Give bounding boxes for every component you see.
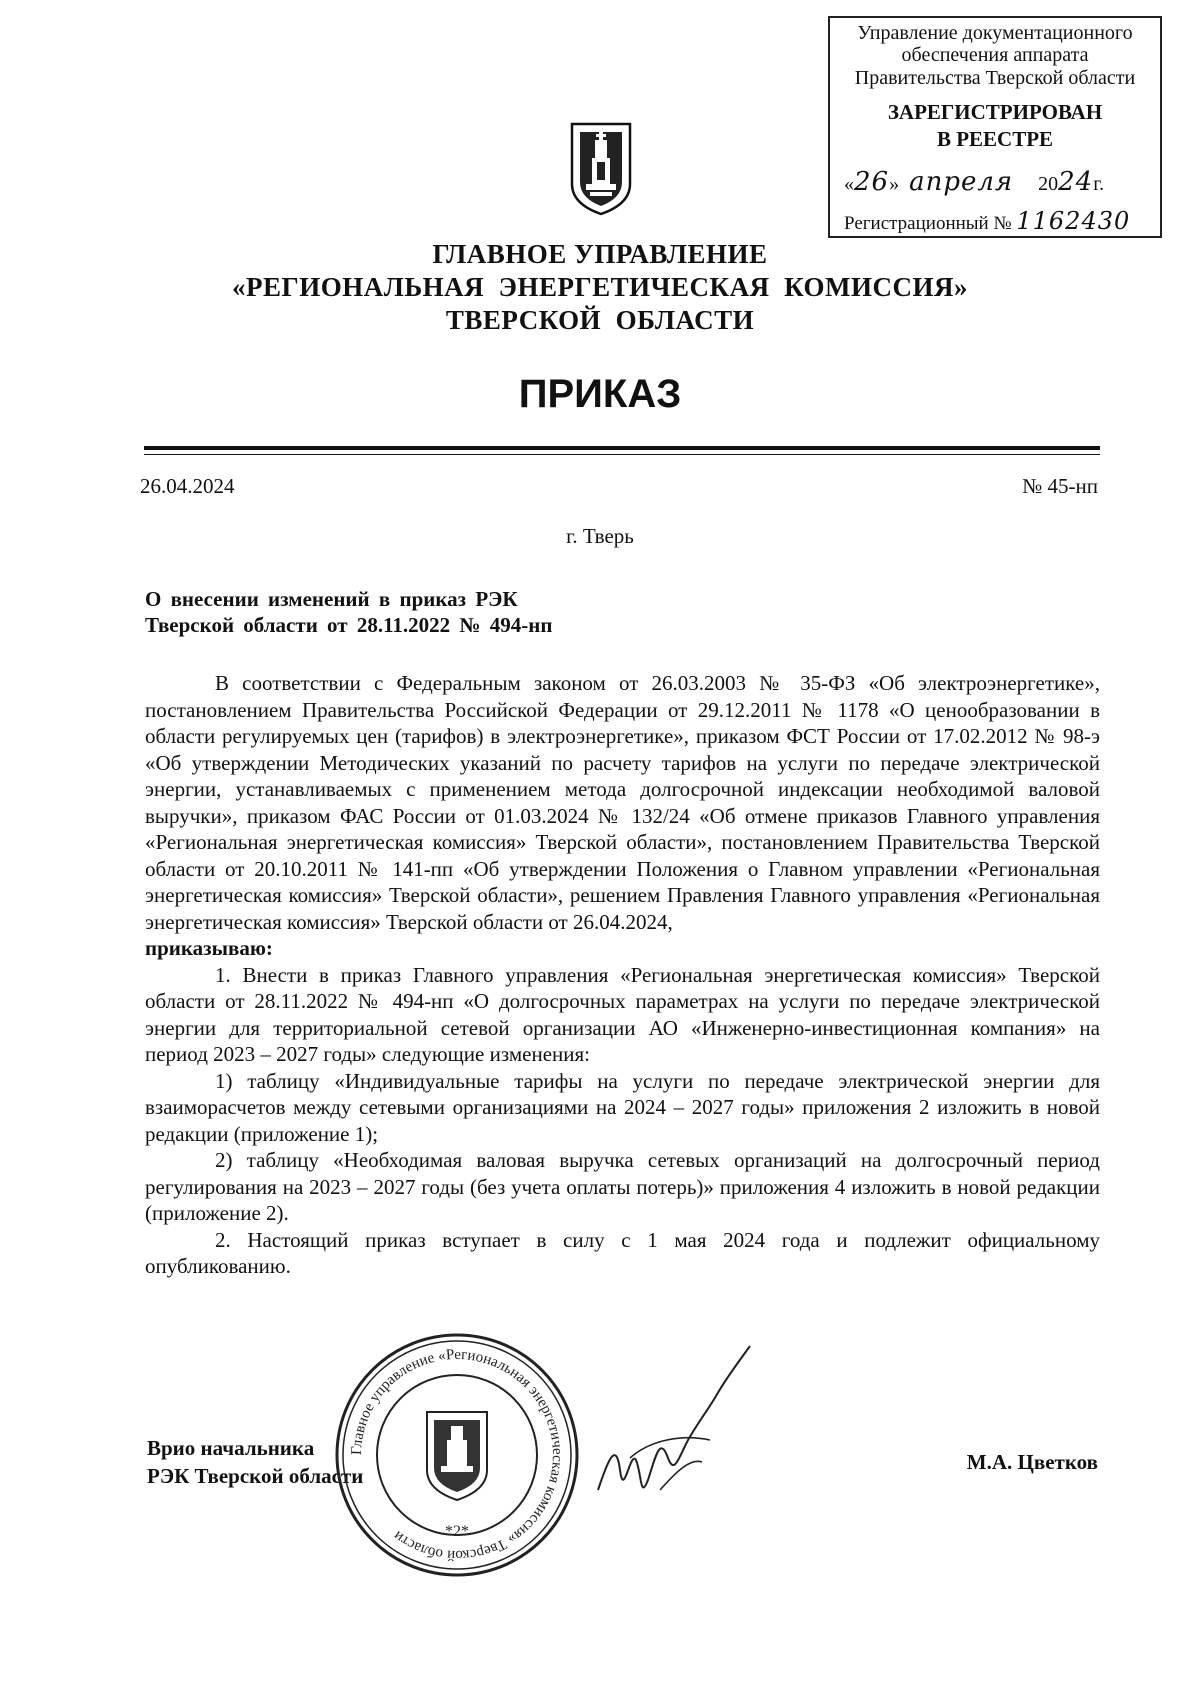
stamp-org-line-3: Правительства Тверской области: [854, 66, 1136, 89]
header-divider-thick: [144, 446, 1100, 450]
handwritten-signature: [590, 1340, 760, 1520]
stamp-year-unit: г.: [1093, 173, 1105, 195]
stamp-date-row: «26» апреля 2024г.: [844, 167, 1105, 197]
subject-line-2: Тверской области от 28.11.2022 № 494-нп: [145, 613, 553, 638]
organization-title-line-3: ТВЕРСКОЙ ОБЛАСТИ: [445, 304, 755, 335]
document-body: [145, 670, 1100, 1280]
item-1-subitem-1: 1) таблицу «Индивидуальные тарифы на услуги по передаче электрической энергии для взаиморасчетов между сетевыми организациями на 2024 – 2027 годы» приложения 2 изложить в новой редакции (приложение 1);: [145, 1068, 1100, 1146]
signatory-name: М.А. Цветков: [966, 1450, 1098, 1474]
order-word: приказываю:: [145, 936, 273, 960]
document-number: № 45-нп: [1022, 474, 1098, 498]
organization-title: [130, 238, 1070, 337]
stamp-number-row: [844, 208, 1154, 235]
document-date: 26.04.2024: [140, 474, 235, 498]
organization-title-line-2: «РЕГИОНАЛЬНАЯ ЭНЕРГЕТИЧЕСКАЯ КОМИССИЯ»: [232, 271, 968, 302]
preamble-paragraph: В соответствии с Федеральным законом от 26.03.2003 № 35-ФЗ «Об электроэнергетике», постановлением Правительства Российской Федерации от 29.12.2011 № 1178 «О ценообразовании в области регулируемых цен (тарифов) в электроэнергетике», приказом ФСТ России от 17.02.2012 № 98-э «Об утверждении Методических указаний по расчету тарифов на услуги по передаче электрической энергии, устанавливаемых с применением метода долгосрочной индексации необходимой валовой выручки», приказом ФАС России от 01.03.2024 № 132/24 «Об отмене приказов Главного управления «Региональная энергетическая комиссия» Тверской области», постановлением Правительства Тверской области от 20.10.2011 № 141-пп «Об утверждении Положения о Главном управлении «Региональная энергетическая комиссия» Тверской области», решением Правления Главного управления «Региональная энергетическая комиссия» Тверской области от 26.04.2024,: [145, 671, 1100, 934]
document-city: г. Тверь: [566, 524, 634, 548]
subject-line-1: О внесении изменений в приказ РЭК: [145, 587, 518, 611]
stamp-registered-line-1: ЗАРЕГИСТРИРОВАН: [887, 100, 1103, 125]
official-seal-icon: [332, 1330, 582, 1580]
stamp-date-day: 26: [854, 167, 890, 197]
item-1-paragraph: 1. Внести в приказ Главного управления «Региональная энергетическая комиссия» Тверской области от 28.11.2022 № 494-нп «О долгосрочных параметрах на услуги по передаче электрической энергии для территориальной сетевой организации АО «Инженерно-инвестиционная компания» на период 2023 – 2027 годы» следующие изменения:: [145, 962, 1100, 1066]
stamp-year-suffix: 24: [1058, 167, 1094, 197]
seal-ring-text: Главное управление «Региональная энергетическая комиссия» Тверской области: [348, 1346, 566, 1564]
document-type-heading: ПРИКАЗ: [518, 372, 682, 416]
seal-coat-of-arms-icon: [427, 1412, 487, 1500]
registration-stamp: [828, 16, 1162, 238]
item-2-paragraph: 2. Настоящий приказ вступает в силу с 1 мая 2024 года и подлежит официальному опубликованию.: [145, 1227, 1100, 1278]
stamp-year-prefix: 20: [1038, 173, 1059, 195]
stamp-registered-line-2: В РЕЕСТРЕ: [936, 127, 1054, 152]
header-divider-thin: [144, 454, 1100, 455]
signatory-position-line-2: РЭК Тверской области: [147, 1464, 364, 1489]
document-subject: [145, 586, 665, 639]
organization-title-line-1: ГЛАВНОЕ УПРАВЛЕНИЕ: [432, 239, 768, 269]
seal-number: *2*: [445, 1523, 469, 1540]
stamp-number-value: 1162430: [1016, 207, 1131, 235]
stamp-org-line-1: Управление документационного: [857, 22, 1133, 44]
stamp-date-month: апреля: [909, 167, 1014, 197]
signatory-position: [147, 1434, 363, 1491]
signatory-position-line-1: Врио начальника: [147, 1436, 315, 1460]
stamp-number-label: Регистрационный №: [844, 213, 1012, 234]
item-1-subitem-2: 2) таблицу «Необходимая валовая выручка сетевых организаций на долгосрочный период регулирования на 2023 – 2027 годы (без учета оплаты потерь)» приложения 4 изложить в новой редакции (приложение 2).: [145, 1148, 1100, 1225]
stamp-org-line-2: обеспечения аппарата: [901, 44, 1089, 67]
coat-of-arms-icon: [570, 122, 632, 216]
